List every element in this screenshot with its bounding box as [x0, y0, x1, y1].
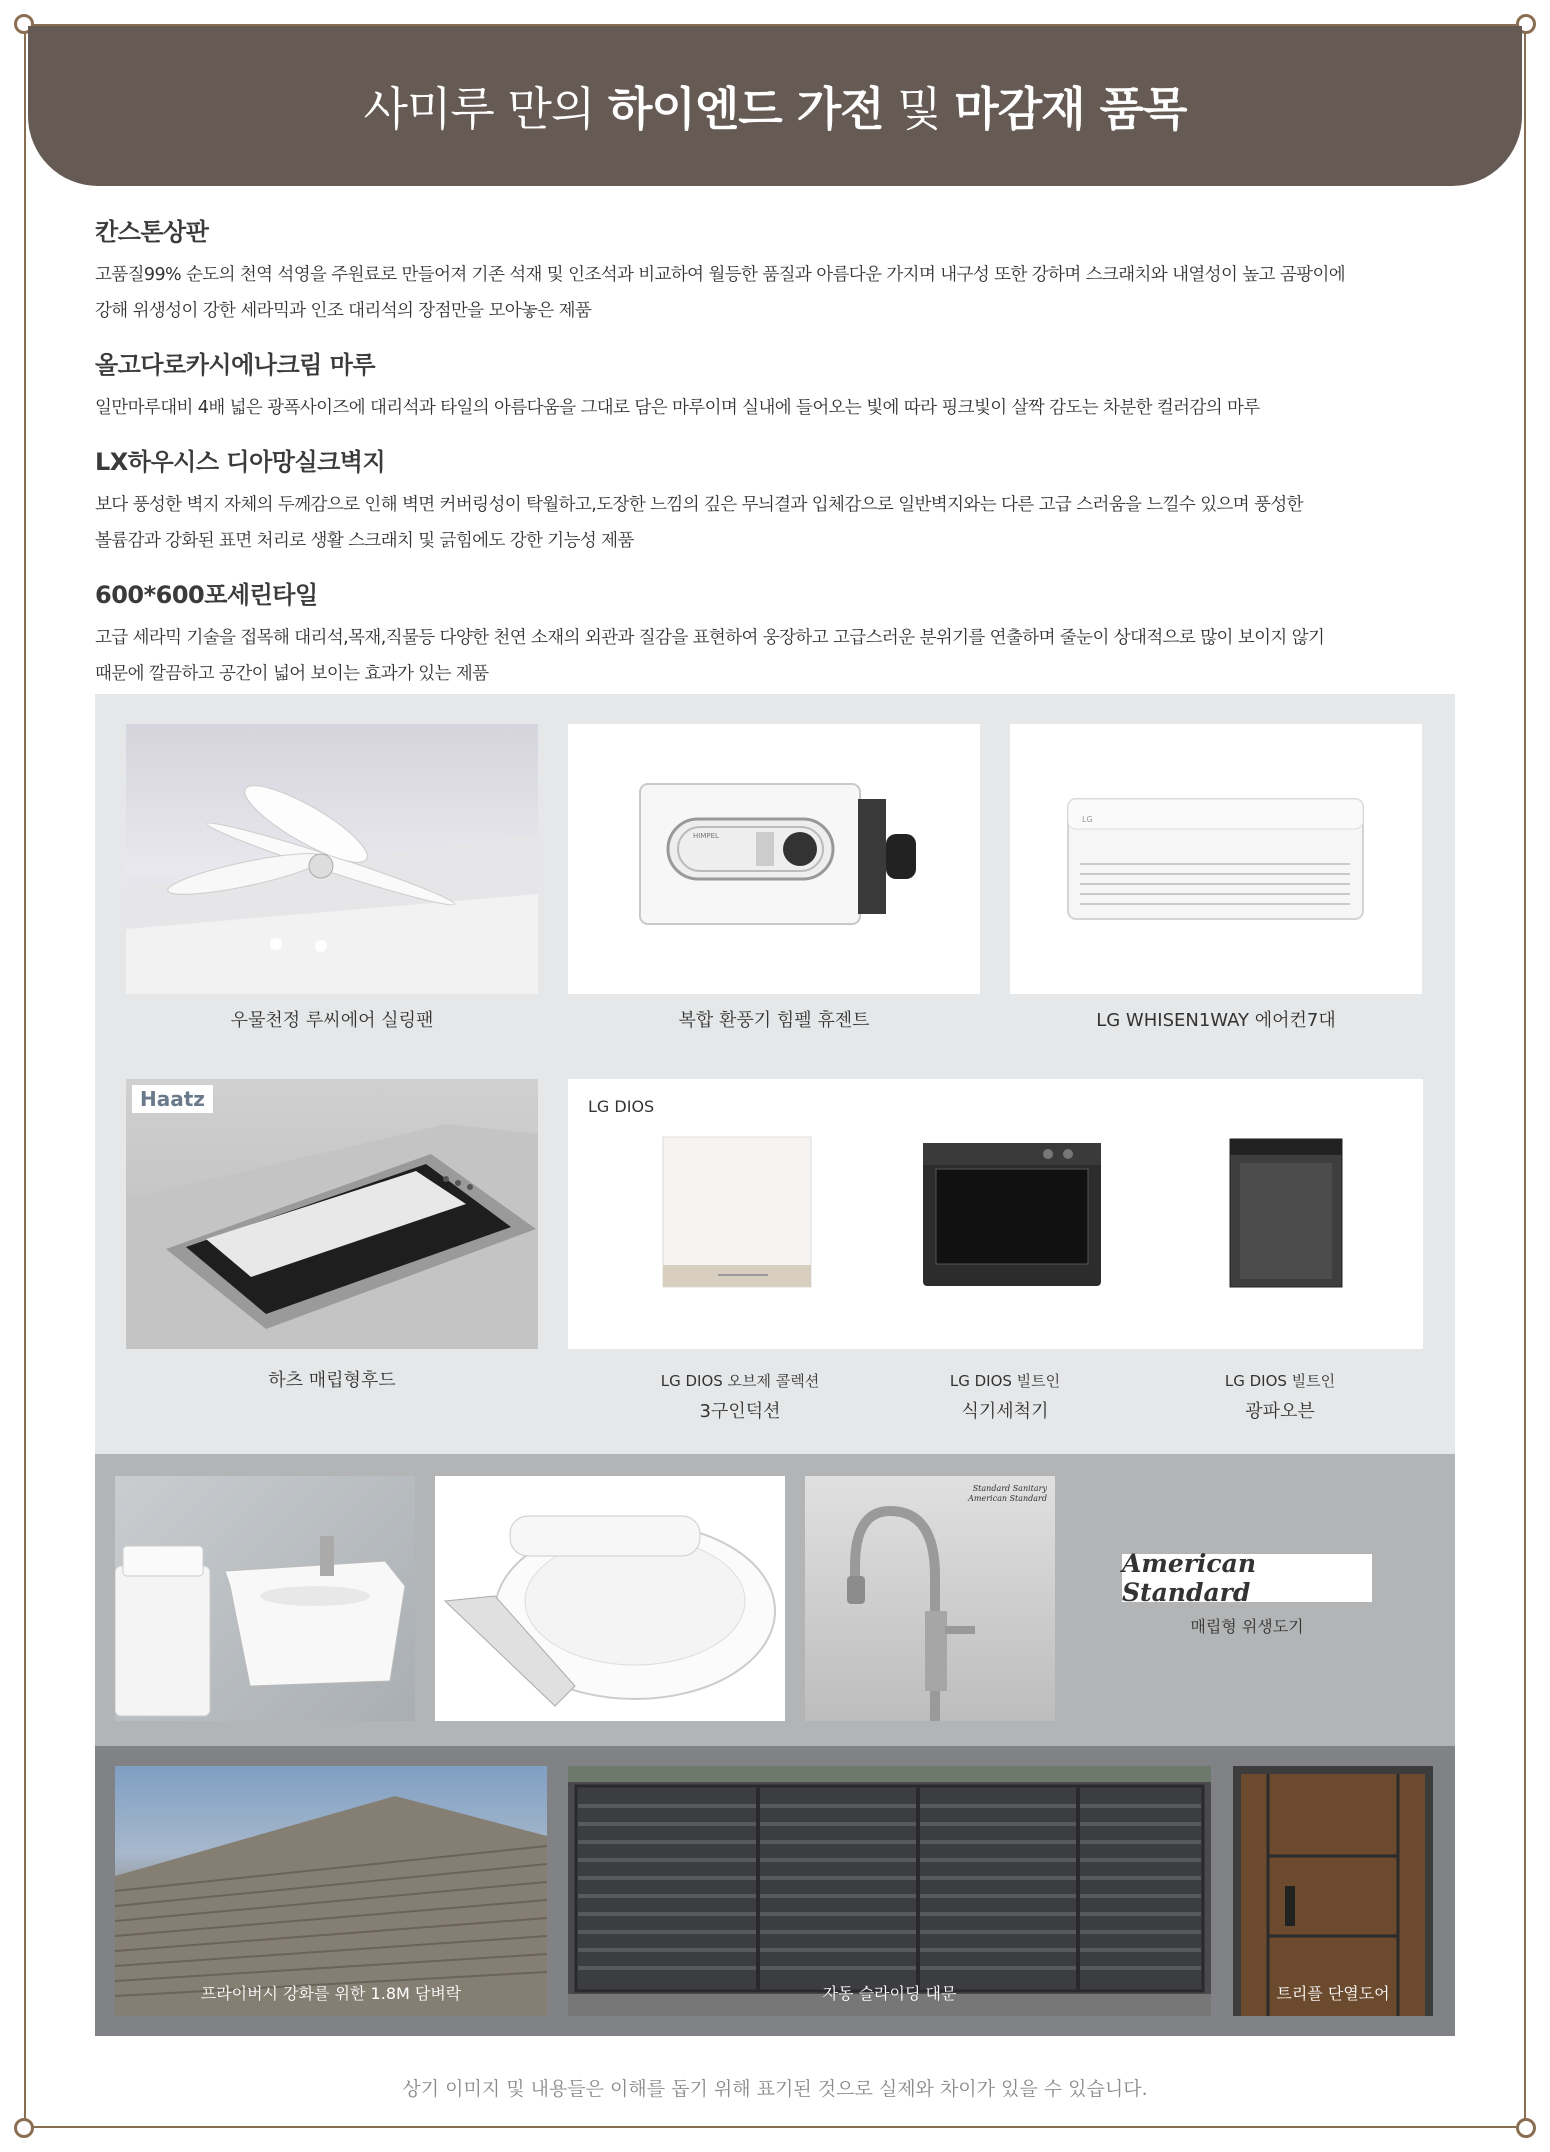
spec-line: 볼륨감과 강화된 표면 처리로 생활 스크래치 및 긁힘에도 강한 기능성 제품	[95, 531, 634, 551]
corner-ornament-bl	[14, 2118, 34, 2138]
spec-tile	[95, 575, 1465, 692]
dishwasher-illustration	[1230, 1139, 1342, 1287]
induction-cooktop-illustration	[663, 1137, 811, 1287]
spec-title: LX하우시스 디아망실크벽지	[95, 448, 386, 476]
cooktop-caption-line1: LG DIOS 오브제 콜렉션	[660, 1372, 820, 1390]
oven-caption-line2: 광파오븐	[1245, 1401, 1315, 1422]
spec-wallpaper	[95, 442, 1465, 559]
corner-ornament-br	[1516, 2118, 1536, 2138]
disclaimer-note: 상기 이미지 및 내용들은 이해를 돕기 위해 표기된 것으로 실제와 차이가 있을 수 있습니다.	[402, 2078, 1148, 2100]
spec-title: 올고다로카시에나크림 마루	[95, 351, 376, 379]
spec-line: 고급 세라믹 기술을 접목해 대리석,목재,직물등 다양한 천연 소재의 외관과 질감을 표현하여 웅장하고 고급스러운 분위기를 연출하며 줄눈이 상대적으로 많이 보이지 않기	[95, 628, 1325, 648]
american-standard-logo: American Standard	[1122, 1554, 1372, 1602]
sliding-gate-caption: 자동 슬라이딩 대문	[822, 1984, 957, 2003]
dishwasher-caption	[915, 1370, 1095, 1423]
spec-title: 칸스톤상판	[95, 218, 209, 246]
air-conditioner-brand: LG	[1082, 815, 1093, 824]
lg-dios-image-group	[568, 1079, 1423, 1349]
privacy-wall-image	[115, 1766, 547, 2016]
sanitary-caption: 매립형 위생도기	[1190, 1617, 1304, 1636]
spec-line: 일만마루대비 4배 넓은 광폭사이즈에 대리석과 타일의 아름다움을 그대로 담은 마루이며 실내에 들어오는 빛에 따라 핑크빛이 살짝 감도는 차분한 컬러감의 마루	[95, 398, 1260, 418]
sliding-gate-image	[568, 1766, 1211, 2016]
range-hood-caption: 하츠 매립형후드	[268, 1370, 396, 1391]
dishwasher-caption-line2: 식기세척기	[961, 1401, 1049, 1422]
spec-title: 600*600포세린타일	[95, 581, 318, 609]
ventilator-brand: HIMPEL	[693, 832, 719, 840]
cooktop-caption-line2: 3구인덕션	[699, 1401, 781, 1422]
page-title: 사미루 만의 하이엔드 가전 및 마감재 품목	[363, 82, 1187, 136]
faucet-brand-mark-1: Standard Sanitary	[972, 1484, 1047, 1493]
toilet-basin-image	[115, 1476, 415, 1721]
ceiling-fan-caption: 우물천정 루씨에어 실링팬	[230, 1010, 434, 1031]
oven-caption-line1: LG DIOS 빌트인	[1224, 1372, 1336, 1390]
lg-dios-label: LG DIOS	[588, 1097, 655, 1116]
material-spec-list	[95, 212, 1465, 708]
oven-caption	[1190, 1370, 1370, 1423]
dishwasher-caption-line1: LG DIOS 빌트인	[949, 1372, 1061, 1390]
spec-floor	[95, 345, 1465, 426]
triple-insulated-door-image	[1233, 1766, 1433, 2016]
faucet-brand-mark-2: American Standard	[968, 1494, 1047, 1503]
spec-line: 때문에 깔끔하고 공간이 넓어 보이는 효과가 있는 제품	[95, 664, 489, 684]
haatz-logo: Haatz	[132, 1085, 213, 1113]
ceiling-fan-image	[126, 724, 538, 994]
exterior-panel	[95, 1746, 1455, 2036]
air-conditioner-caption: LG WHISEN1WAY 에어컨7대	[1096, 1010, 1336, 1031]
spec-line: 강해 위생성이 강한 세라믹과 인조 대리석의 장점만을 모아놓은 제품	[95, 301, 592, 321]
privacy-wall-caption: 프라이버시 강화를 위한 1.8M 담벼락	[200, 1984, 462, 2003]
page-header	[28, 26, 1522, 186]
ventilator-caption: 복합 환풍기 힘펠 휴젠트	[678, 1010, 870, 1031]
lightwave-oven-illustration	[923, 1143, 1101, 1286]
sanitary-panel	[95, 1454, 1455, 1746]
spec-line: 고품질99% 순도의 천역 석영을 주원료로 만들어져 기존 석재 및 인조석과 비교하여 월등한 품질과 아름다운 가지며 내구성 또한 강하며 스크래치와 내열성이 높고 곰팡이에	[95, 265, 1346, 285]
bidet-seat-image	[435, 1476, 785, 1721]
range-hood-image	[126, 1079, 538, 1349]
faucet-image	[805, 1476, 1055, 1721]
ventilator-image	[568, 724, 980, 994]
spec-countertop	[95, 212, 1465, 329]
cooktop-caption	[635, 1370, 845, 1423]
spec-line: 보다 풍성한 벽지 자체의 두께감으로 인해 벽면 커버링성이 탁월하고,도장한 느낌의 깊은 무늬결과 입체감으로 일반벽지와는 다른 고급 스러움을 느낄수 있으며 풍성한	[95, 495, 1303, 515]
air-conditioner-image	[1010, 724, 1422, 994]
triple-insulated-door-caption: 트리플 단열도어	[1276, 1984, 1390, 2003]
appliance-panel	[95, 694, 1455, 1454]
